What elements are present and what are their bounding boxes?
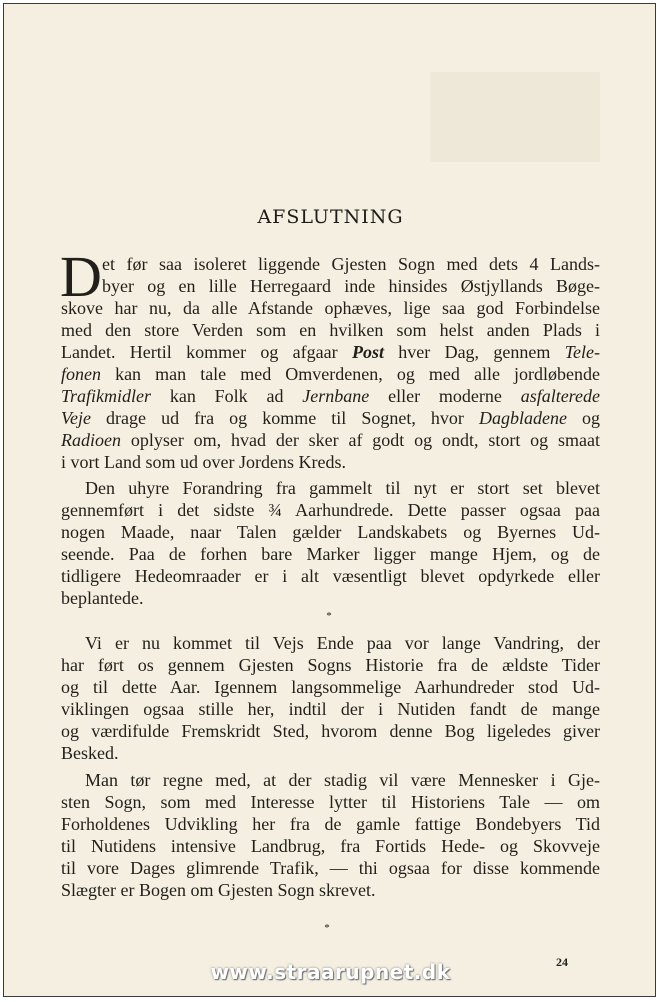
text-line: til vore Dages glimrende Trafik, — thi ogsaa for disse kommende	[61, 858, 600, 878]
text-line	[61, 407, 600, 429]
text-line: Besked.	[61, 743, 119, 763]
emphasized-term: Radioen	[61, 430, 121, 450]
text-line: Vi er nu kommet til Vejs Ende paa vor lange Vandring, der	[85, 633, 600, 653]
text-line	[61, 341, 600, 363]
text-line	[61, 451, 600, 473]
show-through-shadow	[430, 72, 600, 162]
text-line	[61, 297, 600, 319]
text-segment: kan Folk ad	[151, 386, 303, 406]
text-segment: oplyser om, hvad der sker af godt og ondt, stort og smaat	[121, 430, 600, 450]
text-segment: Landet. Hertil kommer og afgaar	[61, 342, 352, 362]
text-line: tidligere Hedeomraader er i alt væsentligt blevet opdyrkede eller	[61, 566, 600, 586]
text-segment: eller moderne	[369, 386, 521, 406]
text-segment: skove har nu, da alle Afstande ophæves, lige saa god Forbindelse	[61, 298, 600, 318]
text-line: gennemført i det sidste ¾ Aarhundrede. Dette passer ogsaa paa	[61, 500, 600, 520]
emphasized-term: fonen	[61, 364, 101, 384]
text-segment: et før saa isoleret liggende Gjesten Sogn med dets 4 Lands-	[102, 254, 600, 274]
text-line: viklingen ogsaa stille her, indtil der i Nutiden fandt de mange	[61, 699, 600, 719]
text-segment: hver Dag, gennem	[383, 342, 565, 362]
text-line	[61, 275, 600, 297]
text-line	[61, 319, 600, 341]
emphasized-term: Veje	[61, 408, 91, 428]
text-line: seende. Paa de forhen bare Marker ligger mange Hjem, og de	[61, 544, 600, 564]
emphasized-term: Dagbladene	[478, 408, 567, 428]
text-segment: kan man tale med Omverdenen, og med alle jordløbende	[101, 364, 600, 384]
chapter-title: AFSLUTNING	[257, 206, 404, 228]
text-line	[61, 385, 600, 407]
emphasized-term: Tele-	[564, 342, 600, 362]
text-line: Slægter er Bogen om Gjesten Sogn skrevet.	[61, 880, 376, 900]
emphasized-term: Jernbane	[302, 386, 370, 406]
text-line: og værdifulde Fremskridt Sted, hvorom denne Bog ligeledes giver	[61, 721, 600, 741]
text-line: og til dette Aar. Igennem langsommelige Aarhundreder stod Ud-	[61, 677, 600, 697]
text-line	[61, 253, 600, 275]
emphasized-term: Trafikmidler	[61, 386, 152, 406]
text-line: til Nutidens intensive Landbrug, fra Fortids Hede- og Skovveje	[61, 836, 600, 856]
watermark-text: www.straarupnet.dk	[210, 960, 451, 984]
text-line: har ført os gennem Gjesten Sogns Historie fra de ældste Tider	[61, 655, 600, 675]
text-segment: drage ud fra og komme til Sognet, hvor	[90, 408, 479, 428]
text-line: Man tør regne med, at der stadig vil være Mennesker i Gje-	[85, 770, 600, 790]
text-segment: byer og en lille Herregaard inde hinsides Østjyllands Bøge-	[102, 276, 600, 296]
text-line: Den uhyre Forandring fra gammelt til nyt er stort set blevet	[85, 478, 600, 498]
drop-cap: D	[60, 244, 102, 309]
text-line	[61, 363, 600, 385]
section-divider-star: *	[326, 610, 332, 622]
text-segment: med den store Verden som en hvilken som helst anden Plads i	[61, 320, 600, 340]
text-segment: og	[566, 408, 600, 428]
text-segment: i vort Land som ud over Jordens Kreds.	[61, 452, 346, 472]
text-line: Forholdenes Udvikling her fra de gamle fattige Bondebyers Tid	[61, 814, 600, 834]
text-line: nogen Maade, naar Talen gælder Landskabets og Byernes Ud-	[61, 522, 600, 542]
text-line	[61, 429, 600, 451]
text-line: beplantede.	[61, 588, 144, 608]
emphasized-term: Post	[351, 342, 384, 362]
emphasized-term: asfalterede	[520, 386, 600, 406]
page-number: 24	[556, 955, 568, 969]
end-star: *	[324, 922, 330, 934]
text-line: sten Sogn, som med Interesse lytter til Historiens Tale — om	[61, 792, 600, 812]
